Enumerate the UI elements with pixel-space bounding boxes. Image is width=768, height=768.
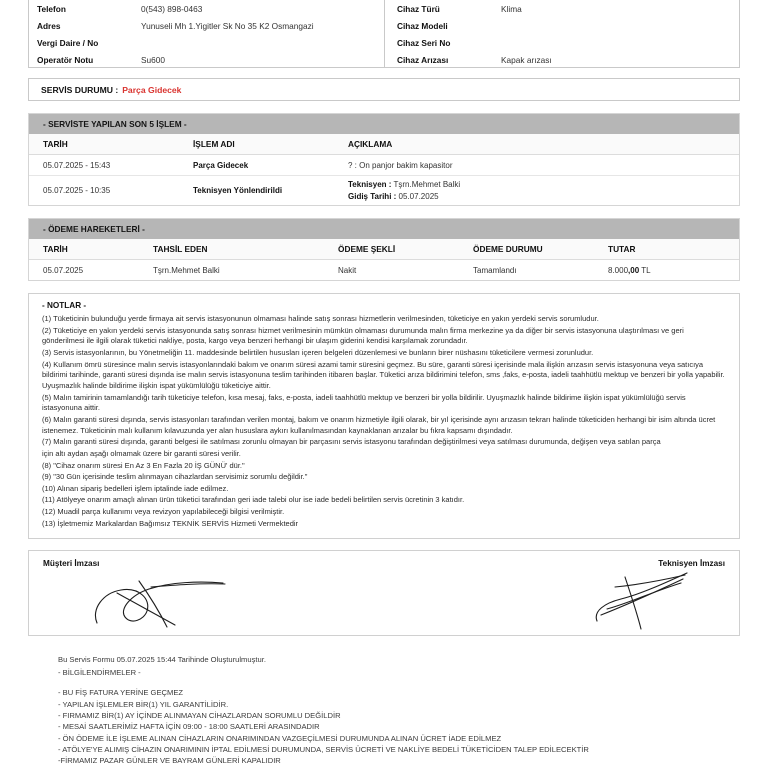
transactions-table-title: - SERVİSTE YAPILAN SON 5 İŞLEM - xyxy=(29,114,739,134)
cell-tarih: 05.07.2025 - 15:43 xyxy=(43,160,111,170)
footer-line: -FİRMAMIZ PAZAR GÜNLER VE BAYRAM GÜNLERİ KAPALIDIR xyxy=(58,756,281,766)
column-header-odeme-sekli: ÖDEME ŞEKLİ xyxy=(338,244,396,255)
payments-header-row xyxy=(29,239,739,260)
info-row-cihaz-seri-no xyxy=(397,34,731,51)
value-telefon: 0(543) 898-0463 xyxy=(141,3,203,14)
cell-aciklama-detay xyxy=(334,176,739,205)
label-telefon: Telefon xyxy=(37,3,66,14)
customer-signature-label: Müşteri İmzası xyxy=(43,559,100,569)
payments-table xyxy=(28,218,740,281)
footer-line: - FIRMAMIZ BİR(1) AY İÇİNDE ALINMAYAN CİHAZLARDAN SORUMLU DEĞİLDİR xyxy=(58,710,341,720)
cell-islem-adi: Parça Gidecek xyxy=(193,160,249,170)
value-operator-notu: Su600 xyxy=(141,54,165,65)
payments-table-title: - ÖDEME HAREKETLERİ - xyxy=(29,219,739,239)
info-row-telefon xyxy=(37,0,376,17)
cell-tutar xyxy=(594,263,739,278)
table-row xyxy=(29,260,739,280)
note-item: için altı aydan aşağı olmamak üzere bir garanti süresi verilir. xyxy=(42,448,241,458)
form-created-text: Bu Servis Formu 05.07.2025 15:44 Tarihinde Oluşturulmuştur. xyxy=(58,655,266,665)
label-adres: Adres xyxy=(37,20,61,31)
note-item: (5) Malın tamirinin tamamlandığı tarih tüketiciye telefon, kısa mesaj, faks, e-posta, iadeli taahhütlü mektup ve benzeri bir yolla bildirilir. Uyuşmazlık halinde bildirime ilişkin ispat yükümlülüğü servis istasyonuna aittir. xyxy=(42,392,686,413)
service-status-label: SERVİS DURUMU : xyxy=(41,84,119,95)
label-operator-notu: Operatör Notu xyxy=(37,54,94,65)
column-header-tahsil-eden: TAHSİL EDEN xyxy=(153,244,208,255)
cell-odeme-durumu: Tamamlandı xyxy=(473,265,517,275)
cell-islem-adi: Teknisyen Yönlendirildi xyxy=(193,186,283,196)
amount-integer-part: 8.000 xyxy=(608,265,629,275)
column-header-tarih: TARİH xyxy=(43,139,68,149)
footer-section xyxy=(28,654,740,767)
label-cihaz-arizasi: Cihaz Arızası xyxy=(397,54,449,65)
label-vergi-daire-no: Vergi Daire / No xyxy=(37,37,99,48)
note-item: (4) Kullanım ömrü süresince malın servis istasyonlarındaki bakım ve onarım süresi azami tamir süresini geçmez. Bu süre, garanti süresi içerisinde mala ilişkin arızasın servis istasyonuna veya satıcıya bildirimi tarihinde, garanti süresi dışında ise malın servis istasyonuna teslim tarihinden itibaren başlar. Tüketici arıza bildirimini telefon, sms ,faks, e-posta, iadeli taahhütlü mektup ve benzeri bir yolla yapabilir. Uyuşmazlık halinde bildirime ilişkin ispat yükümlülüğü tüketiciye aittir. xyxy=(42,359,725,391)
customer-info-column xyxy=(29,0,384,67)
amount-decimal-part: ,00 xyxy=(628,265,640,275)
info-row-cihaz-turu xyxy=(397,0,731,17)
info-row-cihaz-arizasi xyxy=(397,51,731,68)
footer-line: - ATÖLYE'YE ALIMIŞ CİHAZIN ONARIMININ İPTAL EDİLMESİ DURUMUNDA, SERVİS ÜCRETİ VE NAKLİYE BEDELİ TÜKETİCİDEN TALEP EDİLECEKTİR xyxy=(58,745,589,755)
value-cihaz-arizasi: Kapak arızası xyxy=(501,54,552,65)
notes-title: - NOTLAR - xyxy=(42,301,87,311)
amount-currency: TL xyxy=(639,265,651,275)
service-status-badge: Parça Gidecek xyxy=(122,84,182,95)
cell-tarih: 05.07.2025 xyxy=(43,265,84,275)
device-info-column xyxy=(384,0,739,67)
column-header-islem-adi: İŞLEM ADI xyxy=(193,139,235,149)
table-row xyxy=(29,176,739,205)
note-item: (1) Tüketicinin bulunduğu yerde firmaya ait servis istasyonunun olmaması halinde satış sonrası hizmetlerin verilmesinden, tüketiciye en yakın yerdeki servis sorumludur. xyxy=(42,314,599,324)
footer-line: - MESAİ SAATLERİMİZ HAFTA İÇİN 09:00 - 18:00 SAATLERİ ARASINDADIR xyxy=(58,722,320,732)
table-row xyxy=(29,155,739,176)
footer-info-header: - BİLGİLENDİRMELER - xyxy=(58,667,141,677)
signature-panel xyxy=(28,550,740,636)
label-cihaz-turu: Cihaz Türü xyxy=(397,3,440,14)
transactions-header-row xyxy=(29,134,739,155)
note-item: (9) "30 Gün içerisinde teslim alınmayan cihazlardan servisimiz sorumlu değildir." xyxy=(42,472,308,482)
note-item: (3) Servis istasyonlarının, bu Yönetmeliğin 11. maddesinde belirtilen hususları içeren belgeleri düzenlemesi ve bunların birer nüshasını tüketicilere vermesi zorunludur. xyxy=(42,348,594,358)
header-info-panel xyxy=(28,0,740,68)
note-item: (2) Tüketiciye en yakın yerdeki servis istasyonunda satış sonrası hizmet verilmesinin mümkün olmaması durumunda malın firma merkezine ya da diğer bir servis istasyonuna ulaştırılması ve geri gönderilmesi ile ilgili olarak tüketici nakliye, posta, kargo veya benzeri herhangi bir ulaşım giderini kendisi karşılamak zorundadır. xyxy=(42,325,684,346)
technician-signature-label: Teknisyen İmzası xyxy=(658,559,725,569)
cell-aciklama: ? : On panjor bakim kapasitor xyxy=(348,160,453,170)
technician-signature-mark xyxy=(591,569,699,636)
column-header-tutar: TUTAR xyxy=(608,244,636,255)
column-header-odeme-durumu: ÖDEME DURUMU xyxy=(473,244,543,255)
column-header-tarih: TARİH xyxy=(43,244,68,255)
info-row-cihaz-modeli xyxy=(397,17,731,34)
detail-value-gidis-tarihi: 05.07.2025 xyxy=(398,191,439,201)
note-item: (6) Malın garanti süresi dışında, servis istasyonları tarafından verilen montaj, bakım ve onarım hizmetiyle ilgili olarak, bir yıl içerisinde aynı arızasın tekrarı halinde tüketiciden herhangi bir isim altında ücret istenemez. Tüketicinin malı kullanım kılavuzunda yer alan hususlara aykırı kullanılmasından kaynaklanan arızalar bu fıkra kapsamı dışındadır. xyxy=(42,414,716,435)
footer-line: - ÖN ÖDEME İLE İŞLEME ALINAN CİHAZLARIN ONARIMINDAN VAZGEÇİLMESİ DURUMUNDA ALINAN ÜCRET İADE EDİLMEZ xyxy=(58,733,502,743)
column-header-aciklama: AÇIKLAMA xyxy=(348,139,393,149)
detail-value-teknisyen: Tşrn.Mehmet Balki xyxy=(393,180,461,189)
detail-line-gidis-tarihi xyxy=(348,191,735,203)
note-item: (12) Muadil parça kullanımı veya revizyon yapılabileceği bilgisi verilmiştir. xyxy=(42,507,285,517)
label-cihaz-modeli: Cihaz Modeli xyxy=(397,20,448,31)
value-cihaz-turu: Klima xyxy=(501,3,522,14)
notes-panel xyxy=(28,293,740,539)
info-row-adres xyxy=(37,17,376,34)
service-status-panel xyxy=(28,78,740,101)
footer-line: - YAPILAN İŞLEMLER BİR(1) YIL GARANTİLİDİR. xyxy=(58,699,229,709)
cell-tarih: 05.07.2025 - 10:35 xyxy=(43,186,111,196)
note-item: (13) İşletmemiz Markalardan Bağımsız TEKNİK SERVİS Hizmeti Vermektedir xyxy=(42,518,299,528)
note-item: (8) "Cihaz onarım süresi En Az 3 En Fazla 20 İŞ GÜNÜ' dür." xyxy=(42,460,245,470)
cell-odeme-sekli: Nakit xyxy=(338,265,357,275)
note-item: (10) Alınan sipariş bedelleri işlem iptalinde iade edilmez. xyxy=(42,483,229,493)
cell-tahsil-eden: Tşrn.Mehmet Balki xyxy=(153,265,220,275)
footer-line: - BU FİŞ FATURA YERİNE GEÇMEZ xyxy=(58,688,184,698)
note-item: (7) Malın garanti süresi dışında, garanti belgesi ile satılması zorunlu olmayan bir parçasını servis istasyonu tarafından değiştirilmesi veya satılması durumunda, değişen veya satılan parça xyxy=(42,437,661,447)
label-cihaz-seri-no: Cihaz Seri No xyxy=(397,37,451,48)
customer-signature-mark xyxy=(87,573,277,636)
detail-key-gidis-tarihi: Gidiş Tarihi : xyxy=(348,191,397,201)
detail-key-teknisyen: Teknisyen : xyxy=(348,180,392,189)
detail-line-teknisyen xyxy=(348,179,735,191)
info-row-operator-notu xyxy=(37,51,376,68)
info-row-vergi-daire-no xyxy=(37,34,376,51)
transactions-table xyxy=(28,113,740,206)
note-item: (11) Atölyeye onarım amaçlı alınan ürün tüketici tarafından geri iade talebi olur ise iade bedeli belirtilen servis ücretinin 3 katıdır. xyxy=(42,495,465,505)
value-adres: Yunuseli Mh 1.Yigitler Sk No 35 K2 Osmangazi xyxy=(141,20,314,31)
